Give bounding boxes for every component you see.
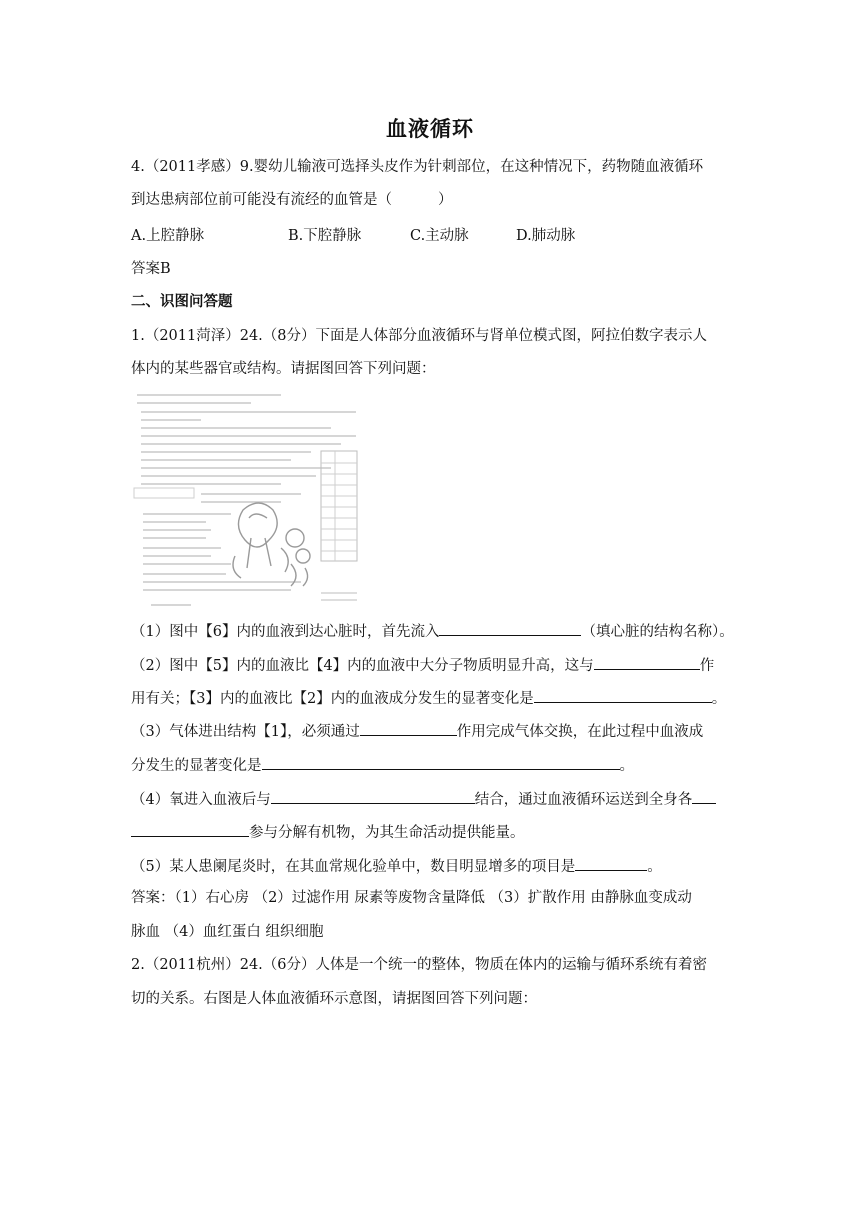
q1-sub-2-tail: 作 bbox=[699, 658, 715, 674]
q1-blank-4[interactable] bbox=[360, 720, 457, 736]
q1-blank-7a[interactable] bbox=[692, 788, 716, 804]
q1-sub-1 bbox=[131, 620, 734, 642]
q1-blank-7b[interactable] bbox=[131, 821, 249, 837]
q1-sub-5-text: （5）某人患阑尾炎时，在其血常规化验单中，数目明显增多的项目是 bbox=[131, 859, 576, 875]
q4-option-a: A.上腔静脉 bbox=[131, 228, 205, 244]
q4-stem-close: ） bbox=[438, 192, 453, 208]
q1-blank-5[interactable] bbox=[262, 754, 620, 770]
q2-stem-line-2: 切的关系。右图是人体血液循环示意图，请据图回答下列问题： bbox=[131, 991, 537, 1007]
q1-sub-4-line-2 bbox=[131, 821, 525, 843]
q1-sub-5 bbox=[131, 855, 662, 877]
q1-sub-2-line-2 bbox=[131, 687, 726, 709]
q1-answer-line-1: 答案：（1）右心房 （2）过滤作用 尿素等废物含量降低 （3）扩散作用 由静脉血变成动 bbox=[131, 890, 692, 906]
q1-stem-line-1: 1.（2011菏泽）24.（8分）下面是人体部分血液循环与肾单位模式图，阿拉伯数字表示人 bbox=[131, 328, 708, 344]
q1-sub-4-text: （4）氧进入血液后与 bbox=[131, 792, 271, 808]
q1-sub-4-line-1 bbox=[131, 788, 716, 810]
q4-stem-line-2 bbox=[131, 190, 453, 210]
q4-option-b: B.下腔静脉 bbox=[288, 228, 362, 244]
q1-sub-4-tail: 结合，通过血液循环运送到全身各 bbox=[474, 792, 693, 808]
q1-sub-3-tail: 作用完成气体交换，在此过程中血液成 bbox=[456, 724, 704, 740]
q1-sub-2-end: 。 bbox=[711, 691, 727, 707]
q1-sub-1-tail: （填心脏的结构名称）。 bbox=[581, 624, 734, 640]
q4-option-c: C.主动脉 bbox=[410, 228, 469, 244]
q1-blank-8[interactable] bbox=[575, 855, 647, 871]
q4-option-d: D.肺动脉 bbox=[516, 228, 576, 244]
q1-sub-3-line-2 bbox=[131, 754, 634, 776]
q1-blank-1[interactable] bbox=[439, 620, 581, 636]
q1-sub-2-line-1 bbox=[131, 654, 714, 676]
q2-stem-line-1: 2.（2011杭州）24.（6分）人体是一个统一的整体，物质在体内的运输与循环系统有着密 bbox=[131, 957, 708, 973]
section-heading: 二、识图问答题 bbox=[131, 293, 233, 310]
q1-sub-3-end: 。 bbox=[619, 758, 634, 774]
q1-sub-2-cont: 用有关；【3】内的血液比【2】内的血液成分发生的显著变化是 bbox=[131, 691, 534, 707]
q1-sub-5-end: 。 bbox=[647, 859, 662, 875]
page-title: 血液循环 bbox=[386, 116, 474, 141]
q1-sub-1-text: （1）图中【6】内的血液到达心脏时，首先流入 bbox=[131, 624, 440, 640]
q4-answer: 答案B bbox=[131, 261, 171, 277]
q1-sub-3-line-1 bbox=[131, 720, 703, 742]
q1-sub-3-cont: 分发生的显著变化是 bbox=[131, 758, 262, 774]
q1-blank-2[interactable] bbox=[594, 654, 700, 670]
q1-blank-6[interactable] bbox=[271, 788, 475, 804]
q1-sub-2-text: （2）图中【5】内的血液比【4】内的血液中大分子物质明显升高，这与 bbox=[131, 658, 594, 674]
q4-options bbox=[131, 226, 575, 246]
q1-answer-line-2: 脉血 （4）血红蛋白 组织细胞 bbox=[131, 924, 324, 940]
q1-sub-4-cont: 参与分解有机物，为其生命活动提供能量。 bbox=[249, 825, 525, 841]
scanned-figure bbox=[131, 388, 367, 610]
q4-stem-text: 到达患病部位前可能没有流经的血管是（ bbox=[131, 192, 392, 208]
q1-stem-line-2: 体内的某些器官或结构。请据图回答下列问题： bbox=[131, 361, 436, 377]
q1-sub-3-text: （3）气体进出结构【1】，必须通过 bbox=[131, 724, 360, 740]
q1-blank-3[interactable] bbox=[534, 687, 712, 703]
q4-stem-line-1: 4.（2011孝感）9.婴幼儿输液可选择头皮作为针刺部位，在这种情况下，药物随血液循环 bbox=[131, 159, 704, 175]
